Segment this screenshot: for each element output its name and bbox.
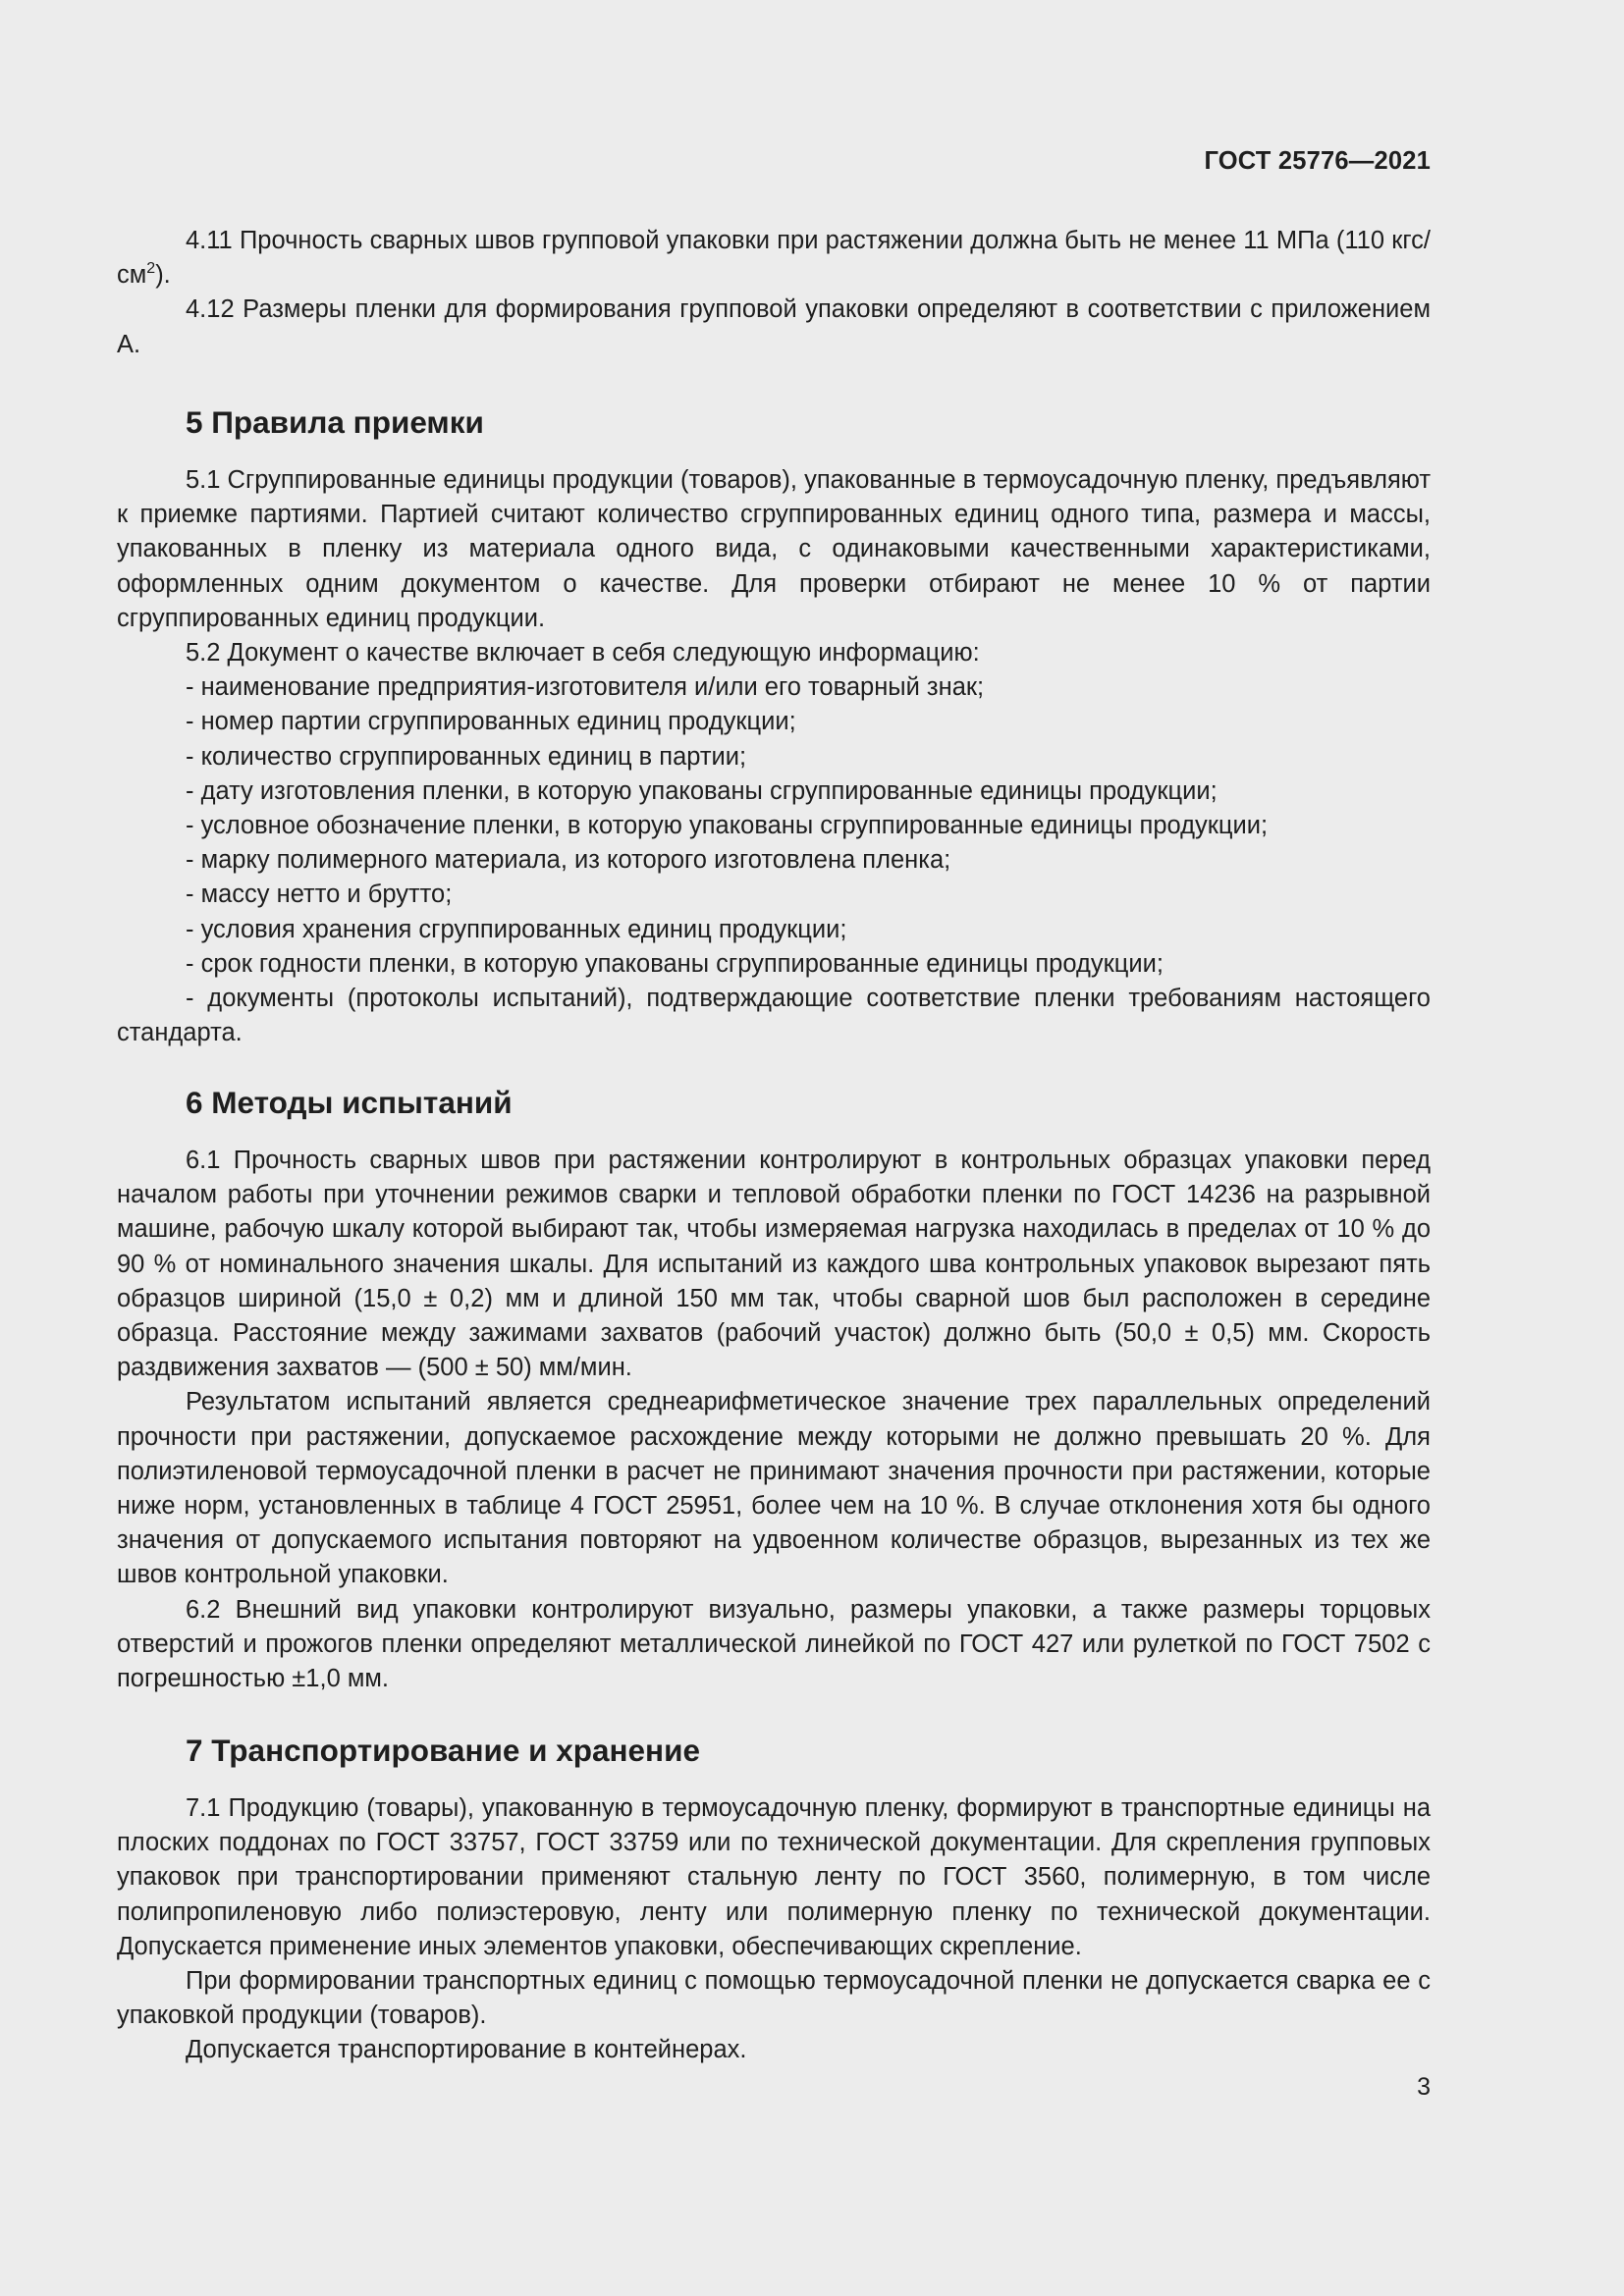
list-item: - условное обозначение пленки, в которую упакованы сгруппированные единицы продукции; <box>186 812 1269 840</box>
list-item: - условия хранения сгруппированных единиц продукции; <box>186 915 847 943</box>
paragraph-formation: При формировании транспортных единиц с помощью термоусадочной пленки не допускается сварка ее с упаковкой продукции (товаров). <box>117 1967 1431 2030</box>
list-item: - количество сгруппированных единиц в партии; <box>186 742 747 771</box>
list-item: - номер партии сгруппированных единиц продукции; <box>186 708 796 736</box>
section-7-heading: 7 Транспортирование и хранение <box>186 1733 700 1768</box>
section-7-paragraphs <box>117 1791 1431 2068</box>
superscript: 2 <box>146 260 156 278</box>
paragraph-4-11 <box>117 224 1431 293</box>
paragraph-test-result: Результатом испытаний является среднеарифметическое значение трех параллельных определений прочности при растяжении, допускаемое расхождение между которыми не должно превышать 20 %. Для полиэтиленовой термоусадочной пленки в расчет не принимают значения прочности при растяжении, которые ниже норм, установленных в таблице 4 ГОСТ 25951, более чем на 10 %. В случае отклонения хотя бы одного значения от допускаемого испытания повторяют на удвоенном количестве образцов, вырезанных из тех же швов контрольной упаковки. <box>117 1388 1431 1589</box>
list-item: - наименование предприятия-изготовителя и/или его товарный знак; <box>186 673 985 702</box>
list-item: - массу нетто и брутто; <box>186 881 453 909</box>
paragraph-6-2: 6.2 Внешний вид упаковки контролируют визуально, размеры упаковки, а также размеры торцовых отверстий и прожогов пленки определяют металлической линейкой по ГОСТ 427 или рулеткой по ГОСТ 7502 с погрешностью ±1,0 мм. <box>117 1595 1431 1693</box>
document-code: ГОСТ 25776—2021 <box>1204 147 1431 175</box>
section-6-paragraphs <box>117 1144 1431 1696</box>
page-number: 3 <box>1417 2073 1431 2101</box>
section-6-heading: 6 Методы испытаний <box>186 1085 513 1120</box>
list-item: - документы (протоколы испытаний), подтверждающие соответствие пленки требованиям настоящего стандарта. <box>117 985 1431 1047</box>
list-item: - дату изготовления пленки, в которую упакованы сгруппированные единицы продукции; <box>186 776 1218 805</box>
paragraph-containers: Допускается транспортирование в контейнерах. <box>186 2036 747 2064</box>
list-item: - срок годности пленки, в которую упакованы сгруппированные единицы продукции; <box>186 949 1164 978</box>
paragraph-7-1: 7.1 Продукцию (товары), упакованную в термоусадочную пленку, формируют в транспортные единицы на плоских поддонах по ГОСТ 33757, ГОСТ 33759 или по технической документации. Для скрепления групповых упаковок при транспортировании применяют стальную ленту по ГОСТ 3560, полимерную, в том числе полипропиленовую либо полиэстеровую, ленту или полимерную пленку по технической документации. Допускается применение иных элементов упаковки, обеспечивающих скрепление. <box>117 1794 1431 1960</box>
section-4-paragraphs <box>117 224 1431 362</box>
paragraph-4-12: 4.12 Размеры пленки для формирования групповой упаковки определяют в соответствии с приложением А. <box>117 295 1431 358</box>
paragraph-5-1: 5.1 Сгруппированные единицы продукции (товаров), упакованные в термоусадочную пленку, предъявляют к приемке партиями. Партией считают количество сгруппированных единиц одного типа, размера и массы, упакованных в пленку из материала одного вида, с одинаковыми качественными характеристиками, оформленных одним документом о качестве. Для проверки отбирают не менее 10 % от партии сгруппированных единиц продукции. <box>117 466 1432 632</box>
paragraph-6-1: 6.1 Прочность сварных швов при растяжении контролируют в контрольных образцах упаковки перед началом работы при уточнении режимов сварки и тепловой обработки пленки по ГОСТ 14236 на разрывной машине, рабочую шкалу которой выбирают так, чтобы измеряемая нагрузка находилась в пределах от 10 % до 90 % от номинального значения шкалы. Для испытаний из каждого шва контрольных упаковок вырезают пять образцов шириной (15,0 ± 0,2) мм и длиной 150 мм так, чтобы сварной шов был расположен в середине образца. Расстояние между зажимами захватов (рабочий участок) должно быть (50,0 ± 0,5) мм. Скорость раздвижения захватов — (500 ± 50) мм/мин. <box>117 1147 1431 1382</box>
paragraph-5-2: 5.2 Документ о качестве включает в себя следующую информацию: <box>186 639 980 667</box>
paragraph-4-11-text: 4.11 Прочность сварных швов групповой упаковки при растяжении должна быть не менее 11 МПа (110 кгс/см <box>117 227 1431 290</box>
section-5-paragraphs <box>117 463 1431 1050</box>
list-item: - марку полимерного материала, из которого изготовлена пленка; <box>186 846 951 875</box>
paragraph-4-11-end: ). <box>155 261 171 290</box>
section-5-heading: 5 Правила приемки <box>186 404 484 440</box>
